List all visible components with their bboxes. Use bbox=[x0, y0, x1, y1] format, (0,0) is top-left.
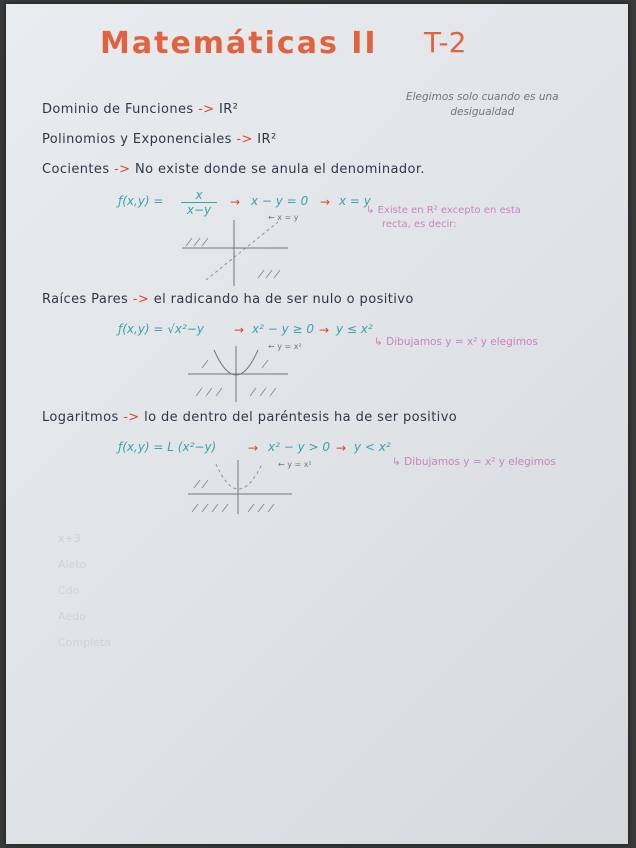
logaritmos-note bbox=[392, 456, 556, 468]
arrow-icon: → bbox=[234, 323, 245, 337]
dominio-heading bbox=[42, 102, 238, 117]
arrow-icon: → bbox=[230, 195, 241, 209]
raices-note bbox=[374, 336, 538, 348]
faint-line: Aedo bbox=[58, 610, 86, 623]
faint-line: Cdo bbox=[58, 584, 80, 597]
arrow-icon: -> bbox=[236, 132, 253, 147]
raices-sketch bbox=[182, 344, 294, 404]
line-x-eq-y bbox=[206, 222, 278, 280]
cocientes-label: Cocientes bbox=[42, 162, 110, 177]
logaritmos-label: Logaritmos bbox=[42, 410, 119, 425]
curved-arrow-icon: ↳ bbox=[366, 205, 375, 216]
cocientes-heading bbox=[42, 162, 425, 177]
raices-heading bbox=[42, 292, 414, 307]
cocientes-step-2: x = y bbox=[339, 194, 371, 208]
arrow-icon: → bbox=[320, 195, 331, 209]
arrow-icon: → bbox=[336, 441, 347, 455]
faint-line: Completa bbox=[58, 636, 111, 649]
paper-sheet bbox=[6, 4, 628, 844]
raices-hint-text: y = x² bbox=[277, 342, 302, 351]
arrow-icon: → bbox=[319, 323, 330, 337]
show-through-text bbox=[58, 526, 111, 656]
side-note bbox=[406, 90, 559, 120]
raices-label: Raíces Pares bbox=[42, 292, 129, 307]
pointer-arrow-icon: ← bbox=[268, 342, 275, 351]
polinomios-label: Polinomios y Exponenciales bbox=[42, 132, 232, 147]
logaritmos-step-2: y < x² bbox=[354, 440, 391, 454]
logaritmos-step-1: x² − y > 0 bbox=[268, 440, 331, 454]
unit-label: T-2 bbox=[424, 26, 467, 59]
logaritmos-rule: lo de dentro del paréntesis ha de ser positivo bbox=[144, 410, 458, 425]
side-note-line-1: Elegimos solo cuando es una bbox=[406, 91, 559, 103]
cocientes-hint-text: x = y bbox=[277, 213, 299, 222]
side-note-line-2: desigualdad bbox=[450, 106, 515, 118]
pointer-arrow-icon: ← bbox=[268, 213, 275, 222]
raices-function: ƒ(x,y) = √x²−y bbox=[118, 322, 205, 336]
pointer-arrow-icon: ← bbox=[278, 460, 285, 469]
arrow-icon: -> bbox=[123, 410, 140, 425]
raices-note-text: Dibujamos y = x² y elegimos bbox=[386, 336, 538, 348]
arrow-icon: -> bbox=[198, 102, 215, 117]
faint-line: Aleto bbox=[58, 558, 87, 571]
cocientes-note-line-2: recta, es decir: bbox=[382, 219, 457, 230]
arrow-icon: -> bbox=[132, 292, 150, 307]
page-title: Matemáticas II bbox=[100, 26, 378, 61]
polinomios-result: IR² bbox=[257, 132, 277, 147]
hatch-marks bbox=[192, 480, 274, 512]
logaritmos-note-text: Dibujamos y = x² y elegimos bbox=[404, 456, 556, 468]
cocientes-fraction bbox=[181, 188, 217, 217]
logaritmos-hint-text: y = x² bbox=[287, 460, 312, 469]
raices-step-2: y ≤ x² bbox=[336, 322, 373, 336]
raices-rule: el radicando ha de ser nulo o positivo bbox=[153, 292, 414, 307]
cocientes-note-line-1: Existe en R² excepto en esta bbox=[377, 205, 521, 216]
cocientes-function: ƒ(x,y) = bbox=[118, 194, 164, 208]
logaritmos-function: ƒ(x,y) = L (x²−y) bbox=[118, 440, 217, 454]
polinomios-heading bbox=[42, 132, 277, 147]
arrow-icon: -> bbox=[114, 162, 131, 177]
arrow-icon: → bbox=[248, 441, 259, 455]
fraction-numerator: x bbox=[181, 188, 217, 203]
curved-arrow-icon: ↳ bbox=[374, 336, 383, 348]
cocientes-note bbox=[366, 204, 521, 232]
raices-step-1: x² − y ≥ 0 bbox=[252, 322, 315, 336]
dominio-label: Dominio de Funciones bbox=[42, 102, 194, 117]
curved-arrow-icon: ↳ bbox=[392, 456, 401, 468]
faint-line: x+3 bbox=[58, 532, 81, 545]
logaritmos-heading bbox=[42, 410, 457, 425]
cocientes-sketch bbox=[176, 216, 296, 288]
fraction-denominator: x−y bbox=[186, 203, 212, 217]
cocientes-rule: No existe donde se anula el denominador. bbox=[134, 162, 425, 177]
hatch-marks bbox=[186, 238, 280, 278]
cocientes-step-1: x − y = 0 bbox=[251, 194, 309, 208]
dominio-result: IR² bbox=[219, 102, 239, 117]
parabola-dashed-curve bbox=[216, 464, 262, 489]
logaritmos-sketch bbox=[180, 458, 300, 516]
